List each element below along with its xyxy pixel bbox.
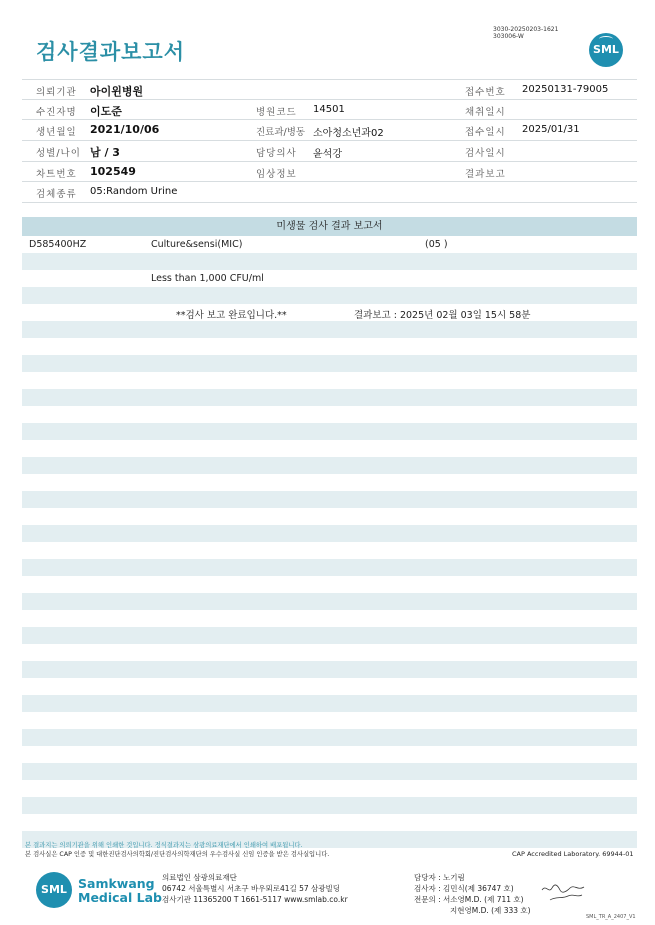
result-row bbox=[22, 763, 637, 780]
chart-no-value: 102549 bbox=[90, 164, 136, 178]
result-row bbox=[22, 372, 637, 389]
form-number: SML_TR_A_2407_V1 bbox=[586, 914, 636, 920]
info-row-sex-age bbox=[22, 141, 637, 162]
info-row-patient bbox=[22, 100, 637, 121]
doctor-label: 담당의사 bbox=[256, 148, 297, 160]
report-title: 검사결과보고서 bbox=[36, 40, 186, 64]
result-row bbox=[22, 525, 637, 542]
result-header: 미생물 검사 결과 보고서 bbox=[22, 217, 637, 236]
staff-tester: 검사자 : 김민식(제 36747 호) bbox=[414, 884, 514, 893]
sml-logo-icon: SML bbox=[589, 33, 623, 67]
result-row bbox=[22, 389, 637, 406]
result-row bbox=[22, 746, 637, 763]
receipt-no-value: 20250131-79005 bbox=[522, 84, 609, 95]
organization-address: 06742 서울특별시 서초구 바우뫼로41길 57 삼광빌딩 bbox=[162, 884, 341, 893]
result-row bbox=[22, 423, 637, 440]
specimen-code: (05 ) bbox=[425, 239, 448, 250]
client-label: 의뢰기관 bbox=[36, 87, 77, 98]
test-date-label: 검사일시 bbox=[465, 148, 506, 160]
hospital-code-value: 14501 bbox=[313, 103, 345, 115]
patient-info-table bbox=[22, 79, 637, 203]
result-row bbox=[22, 355, 637, 372]
result-row bbox=[22, 627, 637, 644]
client-value: 아이윈병원 bbox=[90, 85, 144, 98]
accreditation-notice: 본 검사실은 CAP 인증 및 대한진단검사의학회/진단검사의학재단의 우수검사실 신임 인증을 받은 검사실입니다. bbox=[25, 851, 330, 858]
result-row bbox=[22, 304, 637, 321]
clinical-label: 임상정보 bbox=[256, 168, 297, 180]
organization-contact: 검사기관 11365200 T 1661-5117 www.smlab.co.kr bbox=[162, 895, 348, 904]
brand-name-line2: Medical Lab bbox=[78, 890, 162, 905]
info-row-specimen bbox=[22, 182, 637, 203]
test-name: Culture&sensi(MIC) bbox=[151, 239, 243, 250]
print-notice: 본 결과지는 의뢰기관을 위해 인쇄한 것입니다. 정식결과지는 삼광의료재단에서 인쇄하여 배포됩니다. bbox=[25, 842, 303, 849]
receipt-no-label: 접수번호 bbox=[465, 87, 506, 98]
sml-footer-logo-icon: SML bbox=[36, 872, 72, 908]
result-row bbox=[22, 542, 637, 559]
result-table bbox=[22, 217, 637, 848]
report-time: 결과보고 : 2025년 02월 03일 15시 58분 bbox=[354, 310, 531, 321]
result-row bbox=[22, 236, 637, 253]
result-row bbox=[22, 797, 637, 814]
signature-icon bbox=[540, 882, 590, 902]
result-row bbox=[22, 780, 637, 797]
report-label: 결과보고 bbox=[465, 168, 506, 180]
info-row-birth bbox=[22, 120, 637, 141]
test-code: D585400HZ bbox=[29, 239, 87, 250]
info-row-client bbox=[22, 79, 637, 100]
document-id bbox=[493, 26, 558, 40]
report-complete-message: **검사 보고 완료입니다.** bbox=[176, 310, 287, 321]
result-row bbox=[22, 321, 637, 338]
cap-accreditation: CAP Accredited Laboratory. 69944-01 bbox=[512, 850, 634, 858]
patient-label: 수진자명 bbox=[36, 106, 77, 118]
result-row bbox=[22, 610, 637, 627]
result-row bbox=[22, 440, 637, 457]
finding-text: Less than 1,000 CFU/ml bbox=[151, 273, 264, 284]
hospital-code-label: 병원코드 bbox=[256, 106, 297, 118]
result-row bbox=[22, 474, 637, 491]
staff-specialist-2: 지현영M.D. (제 333 호) bbox=[450, 906, 531, 915]
result-row bbox=[22, 593, 637, 610]
brand-name-line1: Samkwang bbox=[78, 876, 155, 891]
patient-value: 이도준 bbox=[90, 104, 122, 118]
result-row bbox=[22, 559, 637, 576]
result-row bbox=[22, 661, 637, 678]
result-row bbox=[22, 695, 637, 712]
result-row bbox=[22, 338, 637, 355]
result-row bbox=[22, 576, 637, 593]
result-row bbox=[22, 270, 637, 287]
chart-no-label: 차트번호 bbox=[36, 168, 77, 180]
receipt-date-label: 접수일시 bbox=[465, 127, 506, 139]
doctor-value: 윤석강 bbox=[313, 149, 342, 161]
staff-in-charge: 담당자 : 노기림 bbox=[414, 873, 465, 882]
specimen-label: 검체종류 bbox=[36, 189, 77, 201]
dept-value: 소아청소년과02 bbox=[313, 128, 384, 140]
result-row bbox=[22, 287, 637, 304]
specimen-value: 05:Random Urine bbox=[90, 186, 178, 198]
result-row bbox=[22, 644, 637, 661]
document-id-line1: 3030-20250203-1621 bbox=[493, 26, 559, 33]
dept-label: 진료과/병동 bbox=[256, 127, 306, 139]
result-row bbox=[22, 678, 637, 695]
result-row bbox=[22, 253, 637, 270]
info-row-chart bbox=[22, 162, 637, 183]
birth-value: 2021/10/06 bbox=[90, 123, 160, 137]
sex-age-value: 남 / 3 bbox=[90, 146, 120, 160]
staff-specialist: 전문의 : 서소영M.D. (제 711 호) bbox=[414, 895, 524, 904]
result-row bbox=[22, 457, 637, 474]
result-row bbox=[22, 814, 637, 831]
result-row bbox=[22, 729, 637, 746]
collect-date-label: 채취일시 bbox=[465, 106, 506, 118]
organization-name: 의료법인 삼광의료재단 bbox=[162, 873, 237, 882]
result-row bbox=[22, 406, 637, 423]
receipt-date-value: 2025/01/31 bbox=[522, 124, 580, 136]
sex-age-label: 성별/나이 bbox=[36, 148, 81, 160]
document-id-line2: 303006-W bbox=[493, 33, 524, 40]
birth-label: 생년월일 bbox=[36, 127, 77, 139]
result-row bbox=[22, 712, 637, 729]
result-row bbox=[22, 508, 637, 525]
result-row bbox=[22, 491, 637, 508]
